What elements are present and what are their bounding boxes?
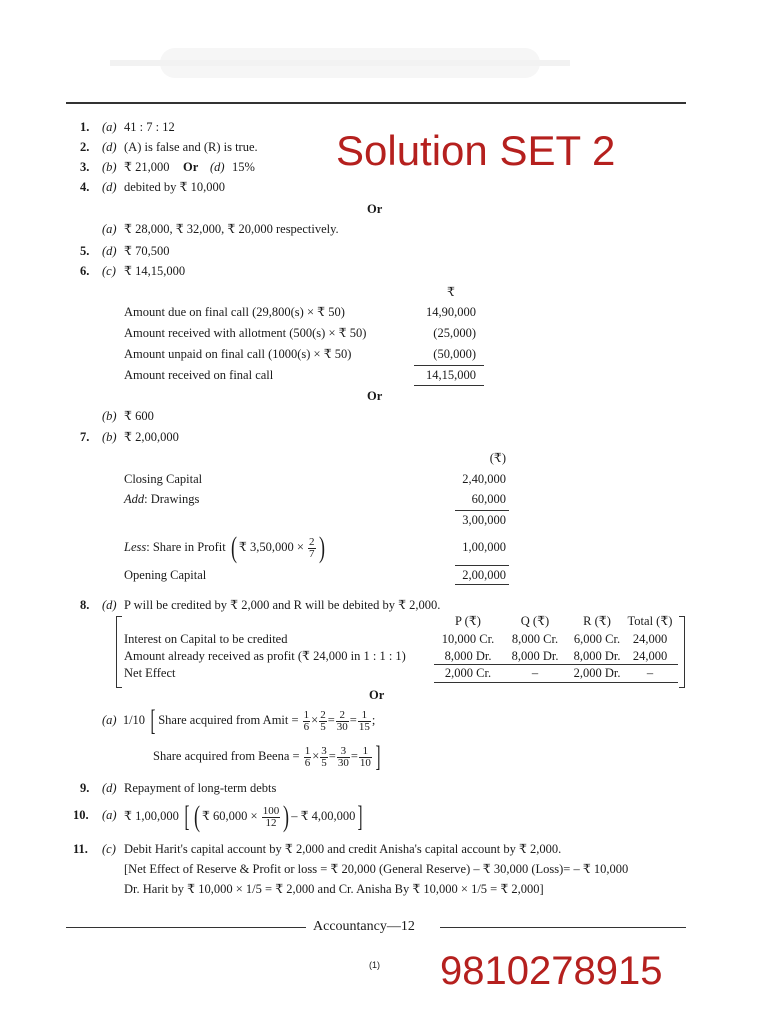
q3-or: Or (183, 160, 199, 174)
q4-or: Or (367, 202, 383, 216)
q7-number: 7. (80, 430, 90, 444)
q6-row-label: Amount received with allotment (500(s) × ₹ 50) (124, 326, 367, 340)
q1-option: (a) (102, 120, 117, 134)
q2-answer: (A) is false and (R) is true. (124, 140, 258, 154)
q8-amit-frac-a (303, 710, 311, 733)
q8-beena-frac-b (320, 746, 328, 769)
q8-beena-frac-d (359, 746, 372, 769)
q4-answer: debited by ₹ 10,000 (124, 180, 225, 194)
phone-number: 9810278915 (440, 949, 663, 993)
q11-line-1: Debit Harit's capital account by ₹ 2,000 and credit Anisha's capital account by ₹ 2,000. (124, 842, 562, 856)
footer-rule-left (66, 927, 306, 928)
q8-cell: 6,000 Cr. (573, 632, 621, 646)
q7-add-text: : Drawings (144, 492, 200, 506)
q10-frac-den: 12 (265, 816, 277, 829)
frac-den: 6 (304, 756, 311, 769)
q5-number: 5. (80, 244, 90, 258)
q4-answer-alt: ₹ 28,000, ₹ 32,000, ₹ 20,000 respectively. (124, 222, 339, 236)
header-watermark (100, 38, 580, 90)
frac-num: 1 (303, 708, 310, 721)
q6-row-amount: 14,90,000 (426, 305, 476, 319)
q5-option: (d) (102, 244, 117, 258)
q1-number: 1. (80, 120, 90, 134)
q8-header-q: Q (₹) (520, 614, 550, 628)
q8-option: (d) (102, 598, 117, 612)
q8-cell: 8,000 Cr. (511, 632, 559, 646)
q7-fraction (308, 537, 316, 560)
q7-closing-value: 2,40,000 (462, 472, 506, 486)
q8-close-bracket: ] (375, 740, 381, 774)
frac-num: 1 (304, 744, 311, 757)
q4-number: 4. (80, 180, 90, 194)
q7-less-expr: ₹ 3,50,000 × (238, 540, 304, 554)
q10-frac-num: 100 (262, 804, 280, 817)
q8-amit-frac-b (319, 710, 327, 733)
q10-fraction (262, 806, 281, 829)
q8-cell: 8,000 Dr. (444, 649, 492, 663)
q8-header-r: R (₹) (583, 614, 611, 628)
q3-number: 3. (80, 160, 90, 174)
q8-cell: – (646, 666, 654, 680)
frac-den: 15 (358, 720, 370, 733)
q8-row-label: Net Effect (124, 666, 176, 680)
q6-total-rule-bottom (414, 385, 484, 386)
q8-net-rule-bottom (434, 682, 678, 683)
q7-option: (b) (102, 430, 117, 444)
q8-amit-label: Share acquired from Amit = (158, 713, 299, 727)
frac-num: 1 (359, 746, 372, 758)
q6-answer-alt: ₹ 600 (124, 409, 154, 423)
header-rule (66, 102, 686, 104)
q10-expr1: ₹ 60,000 × (201, 809, 258, 823)
q3-option: (b) (102, 160, 117, 174)
q8-beena-frac-a (304, 746, 312, 769)
q11-option: (c) (102, 842, 116, 856)
q7-closing-label: Closing Capital (124, 472, 203, 486)
frac-num: 2 (320, 708, 326, 721)
q6-number: 6. (80, 264, 90, 278)
q8-beena-line: Share acquired from Beena = $\frac{1}{6}$ × $\frac{3}{5}$ = $\frac{3}{30}$ = $\frac{1}{10}$ ] (153, 740, 381, 774)
q6-total-rule-top (414, 365, 484, 366)
q6-row-label: Amount due on final call (29,800(s) × ₹ 50) (124, 305, 345, 319)
q7-frac-den: 7 (309, 547, 315, 560)
q10-close-paren: ) (283, 800, 290, 834)
frac-den: 5 (320, 720, 326, 733)
q10-answer: ₹ 1,00,000 (124, 809, 179, 823)
q8-or: Or (369, 688, 385, 702)
frac-num: 3 (337, 746, 350, 758)
footer-subject: Accountancy—12 (313, 919, 415, 934)
q8-cell: 24,000 (632, 649, 668, 663)
frac-den: 30 (336, 720, 348, 733)
q9-number: 9. (80, 781, 90, 795)
q7-share-value: 1,00,000 (462, 540, 506, 554)
q8-cell: 2,000 Dr. (573, 666, 621, 680)
q7-open-paren: ( (230, 531, 237, 565)
q4-option-alt: (a) (102, 222, 117, 236)
q8-amit-frac-d (358, 710, 371, 733)
q7-opening-label: Opening Capital (124, 568, 207, 582)
q3-answer-2: 15% (232, 160, 255, 174)
q6-row-label: Amount unpaid on final call (1000(s) × ₹ 50) (124, 347, 352, 361)
q10-option: (a) (102, 808, 117, 822)
q7-less-label: Less (124, 540, 147, 554)
q10-answer-line (124, 800, 365, 832)
q7-opening-rule-bottom (455, 584, 509, 585)
footer-rule-right (440, 927, 686, 928)
watermark-graphic (100, 38, 580, 90)
q9-answer: Repayment of long-term debts (124, 781, 277, 795)
q11-line-3: Dr. Harit by ₹ 10,000 × 1/5 = ₹ 2,000 and Cr. Anisha By ₹ 10,000 × 1/5 = ₹ 2,000] (124, 882, 544, 896)
frac-den: 10 (359, 756, 371, 769)
q4-option: (d) (102, 180, 117, 194)
q9-option: (d) (102, 781, 117, 795)
q3-answer: ₹ 21,000 (124, 160, 170, 174)
q8-answer-alt: 1/10 (122, 713, 146, 727)
q6-answer: ₹ 14,15,000 (124, 264, 186, 278)
q6-row-amount: (25,000) (433, 326, 476, 340)
q6-column-head: ₹ (447, 285, 455, 299)
q7-opening-rule-top (455, 565, 509, 566)
q8-amit-line: (a) 1/10 [ Share acquired from Amit = $\frac{1}{6}$ × $\frac{2}{5}$ = $\frac{2}{30}$ = $\frac{1}{15}$ ; (102, 704, 376, 738)
q8-bracket-right (679, 616, 685, 688)
q8-header-total: Total (₹) (627, 614, 673, 628)
q7-less-text: : Share in Profit (146, 540, 226, 554)
q11-number: 11. (73, 842, 88, 856)
q1-answer: 41 : 7 : 12 (124, 120, 175, 134)
q8-cell: 24,000 (632, 632, 668, 646)
frac-den: 6 (303, 720, 310, 733)
q7-opening-value: 2,00,000 (462, 568, 506, 582)
q6-row-amount: 14,15,000 (426, 368, 476, 382)
q6-option-alt: (b) (102, 409, 117, 423)
q2-option: (d) (102, 140, 117, 154)
q7-column-head: (₹) (489, 451, 506, 465)
q7-drawings-value: 60,000 (471, 492, 506, 506)
q8-answer: P will be credited by ₹ 2,000 and R will be debited by ₹ 2,000. (124, 598, 441, 612)
frac-num: 1 (358, 710, 371, 722)
q8-cell: 8,000 Dr. (573, 649, 621, 663)
q8-amit-frac-c (336, 710, 349, 733)
q8-cell: 10,000 Cr. (441, 632, 495, 646)
q8-bracket-left (116, 616, 122, 688)
q8-row-label: Amount already received as profit (₹ 24,000 in 1 : 1 : 1) (124, 649, 406, 663)
q10-close-bracket: ] (357, 800, 363, 834)
q10-open-bracket: [ (184, 800, 190, 834)
q10-number: 10. (73, 808, 89, 822)
frac-num: 2 (336, 710, 349, 722)
q8-cell: 8,000 Dr. (511, 649, 559, 663)
page-title: Solution SET 2 (336, 127, 616, 174)
q6-option: (c) (102, 264, 116, 278)
q7-subtotal-value: 3,00,000 (462, 513, 506, 527)
q6-row-label: Amount received on final call (124, 368, 274, 382)
q6-row-amount: (50,000) (433, 347, 476, 361)
q3-option-2: (d) (210, 160, 225, 174)
q7-less-line (124, 531, 327, 565)
q2-number: 2. (80, 140, 90, 154)
q6-or: Or (367, 389, 383, 403)
q8-option-alt: (a) (102, 713, 117, 727)
q7-frac-num: 2 (309, 535, 315, 548)
q8-net-rule-top (434, 664, 678, 665)
q8-beena-frac-c (337, 746, 350, 769)
q10-expr2: – ₹ 4,00,000 (291, 809, 356, 823)
q8-header-p: P (₹) (455, 614, 481, 628)
q8-cell: – (531, 666, 539, 680)
frac-num: 3 (321, 744, 327, 757)
q5-answer: ₹ 70,500 (124, 244, 170, 258)
q7-subtotal-rule (455, 510, 509, 511)
q8-row-label: Interest on Capital to be credited (124, 632, 288, 646)
frac-den: 5 (321, 756, 327, 769)
q8-number: 8. (80, 598, 90, 612)
q7-add-line (124, 492, 199, 507)
q8-open-bracket: [ (150, 704, 156, 738)
q10-open-paren: ( (193, 800, 200, 834)
q7-add-label: Add (124, 492, 145, 506)
q8-beena-label: Share acquired from Beena = (153, 749, 300, 763)
frac-den: 30 (337, 756, 349, 769)
q8-cell: 2,000 Cr. (444, 666, 492, 680)
q11-line-2: [Net Effect of Reserve & Profit or loss = ₹ 20,000 (General Reserve) – ₹ 30,000 (Loss)= – ₹ 10,000 (124, 862, 629, 876)
page-number: (1) (369, 960, 380, 970)
q7-close-paren: ) (318, 531, 325, 565)
q7-answer: ₹ 2,00,000 (124, 430, 179, 444)
